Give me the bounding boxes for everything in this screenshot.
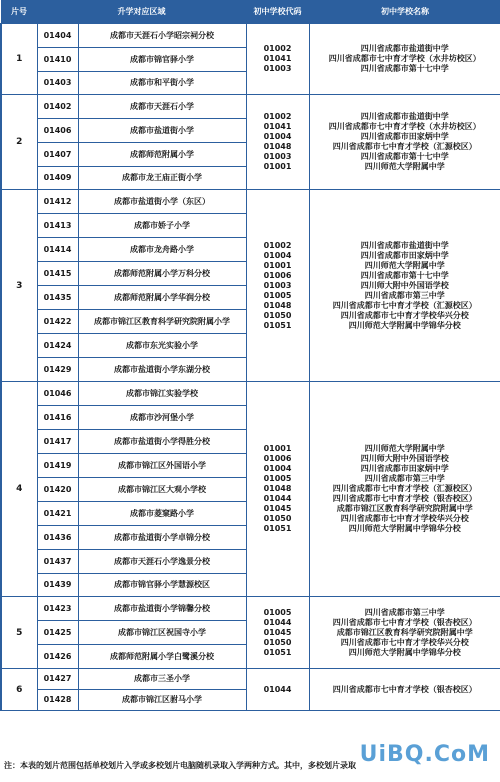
middle-school-code: 01050: [263, 637, 292, 647]
area-code: 01435: [37, 286, 78, 310]
middle-school-code: 01051: [263, 524, 292, 533]
middle-school-name: 四川省成都市七中育才学校（汇源校区）: [332, 484, 477, 493]
middle-school-code: 01006: [263, 270, 292, 280]
area-code: 01412: [37, 190, 78, 214]
middle-school-code: 01003: [263, 64, 292, 73]
area-code: 01419: [37, 454, 78, 478]
middle-school-names: [309, 95, 500, 190]
area-school-name: 成都师范附属小学: [78, 143, 246, 167]
area-code: 01409: [37, 167, 78, 190]
middle-school-name: 四川省成都市七中育才学校（水井坊校区）: [328, 122, 481, 131]
middle-school-name: 成都市锦江区教育科学研究院附属中学: [336, 627, 473, 637]
middle-school-name: 四川省成都市盐道街中学: [360, 112, 449, 121]
middle-school-name: 四川省成都市七中育才学校（银杏校区）: [332, 617, 477, 627]
middle-school-code: 01004: [263, 132, 292, 141]
area-code: 01424: [37, 334, 78, 358]
area-school-name: 成都市菱窠路小学: [78, 502, 246, 526]
area-school-name: 成都市龙王庙正街小学: [78, 167, 246, 190]
middle-school-name: 四川省成都市田家炳中学: [360, 464, 449, 473]
area-code: 01046: [37, 382, 78, 406]
middle-school-code: 01044: [263, 684, 292, 694]
middle-school-codes: [246, 382, 309, 597]
area-code: 01413: [37, 214, 78, 238]
footnote: 注：本表的划片范围包括单校划片入学或多校划片电脑随机录取入学两种方式。其中，多校划片录取: [4, 761, 356, 770]
pian-number: 1: [1, 24, 37, 95]
table-row: [1, 95, 500, 119]
middle-school-code: 01044: [263, 617, 292, 627]
middle-school-name: 四川师范大学附属中学: [364, 444, 445, 453]
middle-school-code: 01003: [263, 152, 292, 161]
middle-school-name: 四川省成都市第三中学: [364, 290, 445, 300]
header-area: 升学对应区域: [37, 1, 246, 24]
middle-school-code: 01001: [263, 260, 292, 270]
middle-school-name: 四川省成都市七中育才学校（汇源校区）: [332, 142, 477, 151]
area-school-name: 成都市娇子小学: [78, 214, 246, 238]
pian-number: 5: [1, 597, 37, 669]
middle-school-name: 四川省成都市第三中学: [364, 607, 445, 617]
middle-school-code: 01045: [263, 504, 292, 513]
middle-school-name: 四川省成都市田家炳中学: [360, 250, 449, 260]
middle-school-codes: [246, 597, 309, 669]
middle-school-code: 01048: [263, 484, 292, 493]
area-school-name: 成都市盐道街小学得胜分校: [78, 430, 246, 454]
area-school-name: 成都师范附属小学白鹭溪分校: [78, 645, 246, 669]
area-code: 01420: [37, 478, 78, 502]
middle-school-code: 01005: [263, 474, 292, 483]
middle-school-name: 四川省成都市第十七中学: [360, 152, 449, 161]
table-row: [1, 24, 500, 48]
middle-school-name: 四川省成都市七中育才学校（银杏校区）: [332, 494, 477, 503]
middle-school-code: 01002: [263, 240, 292, 250]
watermark: UiBQ.CoM: [359, 742, 490, 767]
table-header-row: [1, 1, 500, 24]
table-row: [1, 669, 500, 690]
area-school-name: 成都市锦江实验学校: [78, 382, 246, 406]
middle-school-code: 01045: [263, 627, 292, 637]
middle-school-code: 01004: [263, 464, 292, 473]
area-school-name: 成都市天涯石小学逸景分校: [78, 550, 246, 574]
area-code: 01421: [37, 502, 78, 526]
area-code: 01439: [37, 574, 78, 597]
area-code: 01436: [37, 526, 78, 550]
area-code: 01437: [37, 550, 78, 574]
middle-school-code: 01041: [263, 122, 292, 131]
area-school-name: 成都市天涯石小学: [78, 95, 246, 119]
area-school-name: 成都市锦江区外国语小学: [78, 454, 246, 478]
middle-school-name: 四川师范大学附属中学锦华分校: [348, 524, 461, 533]
area-code: 01423: [37, 597, 78, 621]
area-school-name: 成都市锦官驿小学慧源校区: [78, 574, 246, 597]
middle-school-code: 01003: [263, 280, 292, 290]
area-school-name: 成都师范附属小学万科分校: [78, 262, 246, 286]
area-code: 01415: [37, 262, 78, 286]
middle-school-code: 01006: [263, 454, 292, 463]
area-school-name: 成都市锦江区祝国寺小学: [78, 621, 246, 645]
middle-school-name: 四川师范大学附属中学: [364, 162, 445, 171]
middle-school-name: 四川师范大学附属中学: [364, 260, 445, 270]
middle-school-code: 01048: [263, 142, 292, 151]
area-code: 01425: [37, 621, 78, 645]
middle-school-code: 01051: [263, 647, 292, 657]
middle-school-name: 四川省成都市七中育才学校华兴分校: [340, 514, 469, 523]
middle-school-codes: [246, 669, 309, 711]
area-code: 01407: [37, 143, 78, 167]
middle-school-name: 四川省成都市第十七中学: [360, 270, 449, 280]
area-school-name: 成都市三圣小学: [78, 669, 246, 690]
area-school-name: 成都市龙舟路小学: [78, 238, 246, 262]
middle-school-name: 四川省成都市第三中学: [364, 474, 445, 483]
area-code: 01427: [37, 669, 78, 690]
middle-school-code: 01002: [263, 112, 292, 121]
area-code: 01426: [37, 645, 78, 669]
area-school-name: 成都市沙河堡小学: [78, 406, 246, 430]
middle-school-codes: [246, 24, 309, 95]
middle-school-code: 01002: [263, 44, 292, 53]
middle-school-code: 01001: [263, 444, 292, 453]
middle-school-code: 01050: [263, 514, 292, 523]
area-code: 01414: [37, 238, 78, 262]
table-body: [1, 24, 500, 711]
middle-school-name: 四川省成都市七中育才学校华兴分校: [340, 310, 469, 320]
area-code: 01403: [37, 72, 78, 95]
middle-school-code: 01048: [263, 300, 292, 310]
area-code: 01429: [37, 358, 78, 382]
area-school-name: 成都市锦官驿小学: [78, 48, 246, 72]
middle-school-name: 四川省成都市七中育才学校华兴分校: [340, 637, 469, 647]
area-school-name: 成都市盐道街小学: [78, 119, 246, 143]
area-school-name: 成都市天涯石小学昭宗祠分校: [78, 24, 246, 48]
area-code: 01410: [37, 48, 78, 72]
table-row: [1, 190, 500, 214]
middle-school-name: 四川师范大学附属中学锦华分校: [348, 647, 461, 657]
area-code: 01404: [37, 24, 78, 48]
area-school-name: 成都市盐道街小学东湖分校: [78, 358, 246, 382]
table-row: [1, 597, 500, 621]
middle-school-names: [309, 190, 500, 382]
middle-school-name: 成都市锦江区教育科学研究院附属中学: [336, 504, 473, 513]
middle-school-name: 四川师范大学附属中学锦华分校: [348, 320, 461, 330]
area-code: 01417: [37, 430, 78, 454]
middle-school-name: 四川省成都市田家炳中学: [360, 132, 449, 141]
area-school-name: 成都市锦江区教育科学研究院附属小学: [78, 310, 246, 334]
area-school-name: 成都市盐道街小学（东区）: [78, 190, 246, 214]
area-code: 01402: [37, 95, 78, 119]
area-code: 01406: [37, 119, 78, 143]
middle-school-name: 四川省成都市七中育才学校（汇源校区）: [332, 300, 477, 310]
area-school-name: 成都市锦江区大观小学校: [78, 478, 246, 502]
middle-school-names: [309, 669, 500, 711]
middle-school-name: 四川师大附中外国语学校: [360, 454, 449, 463]
pian-number: 6: [1, 669, 37, 711]
area-school-name: 成都市盐道街小学卓锦分校: [78, 526, 246, 550]
middle-school-name: 四川师大附中外国语学校: [360, 280, 449, 290]
area-school-name: 成都市和平街小学: [78, 72, 246, 95]
header-middle-name: 初中学校名称: [309, 1, 500, 24]
middle-school-name: 四川省成都市盐道街中学: [360, 240, 449, 250]
middle-school-names: [309, 24, 500, 95]
area-code: 01422: [37, 310, 78, 334]
middle-school-name: 四川省成都市七中育才学校（银杏校区）: [332, 684, 477, 694]
header-pian: 片号: [1, 1, 37, 24]
area-school-name: 成都市锦江区驸马小学: [78, 690, 246, 711]
area-code: 01428: [37, 690, 78, 711]
middle-school-code: 01001: [263, 162, 292, 171]
middle-school-name: 四川省成都市七中育才学校（水井坊校区）: [328, 54, 481, 63]
middle-school-code: 01050: [263, 310, 292, 320]
middle-school-names: [309, 382, 500, 597]
area-code: 01416: [37, 406, 78, 430]
area-school-name: 成都市盐道街小学锦馨分校: [78, 597, 246, 621]
middle-school-code: 01044: [263, 494, 292, 503]
area-school-name: 成都市东光实验小学: [78, 334, 246, 358]
middle-school-code: 01004: [263, 250, 292, 260]
pian-number: 4: [1, 382, 37, 597]
middle-school-code: 01051: [263, 320, 292, 330]
header-middle-code: 初中学校代码: [246, 1, 309, 24]
middle-school-name: 四川省成都市第十七中学: [360, 64, 449, 73]
middle-school-code: 01005: [263, 290, 292, 300]
middle-school-code: 01041: [263, 54, 292, 63]
middle-school-code: 01005: [263, 607, 292, 617]
middle-school-codes: [246, 95, 309, 190]
pian-number: 3: [1, 190, 37, 382]
middle-school-name: 四川省成都市盐道街中学: [360, 44, 449, 53]
pian-number: 2: [1, 95, 37, 190]
middle-school-names: [309, 597, 500, 669]
middle-school-codes: [246, 190, 309, 382]
table-row: [1, 382, 500, 406]
area-school-name: 成都师范附属小学华润分校: [78, 286, 246, 310]
